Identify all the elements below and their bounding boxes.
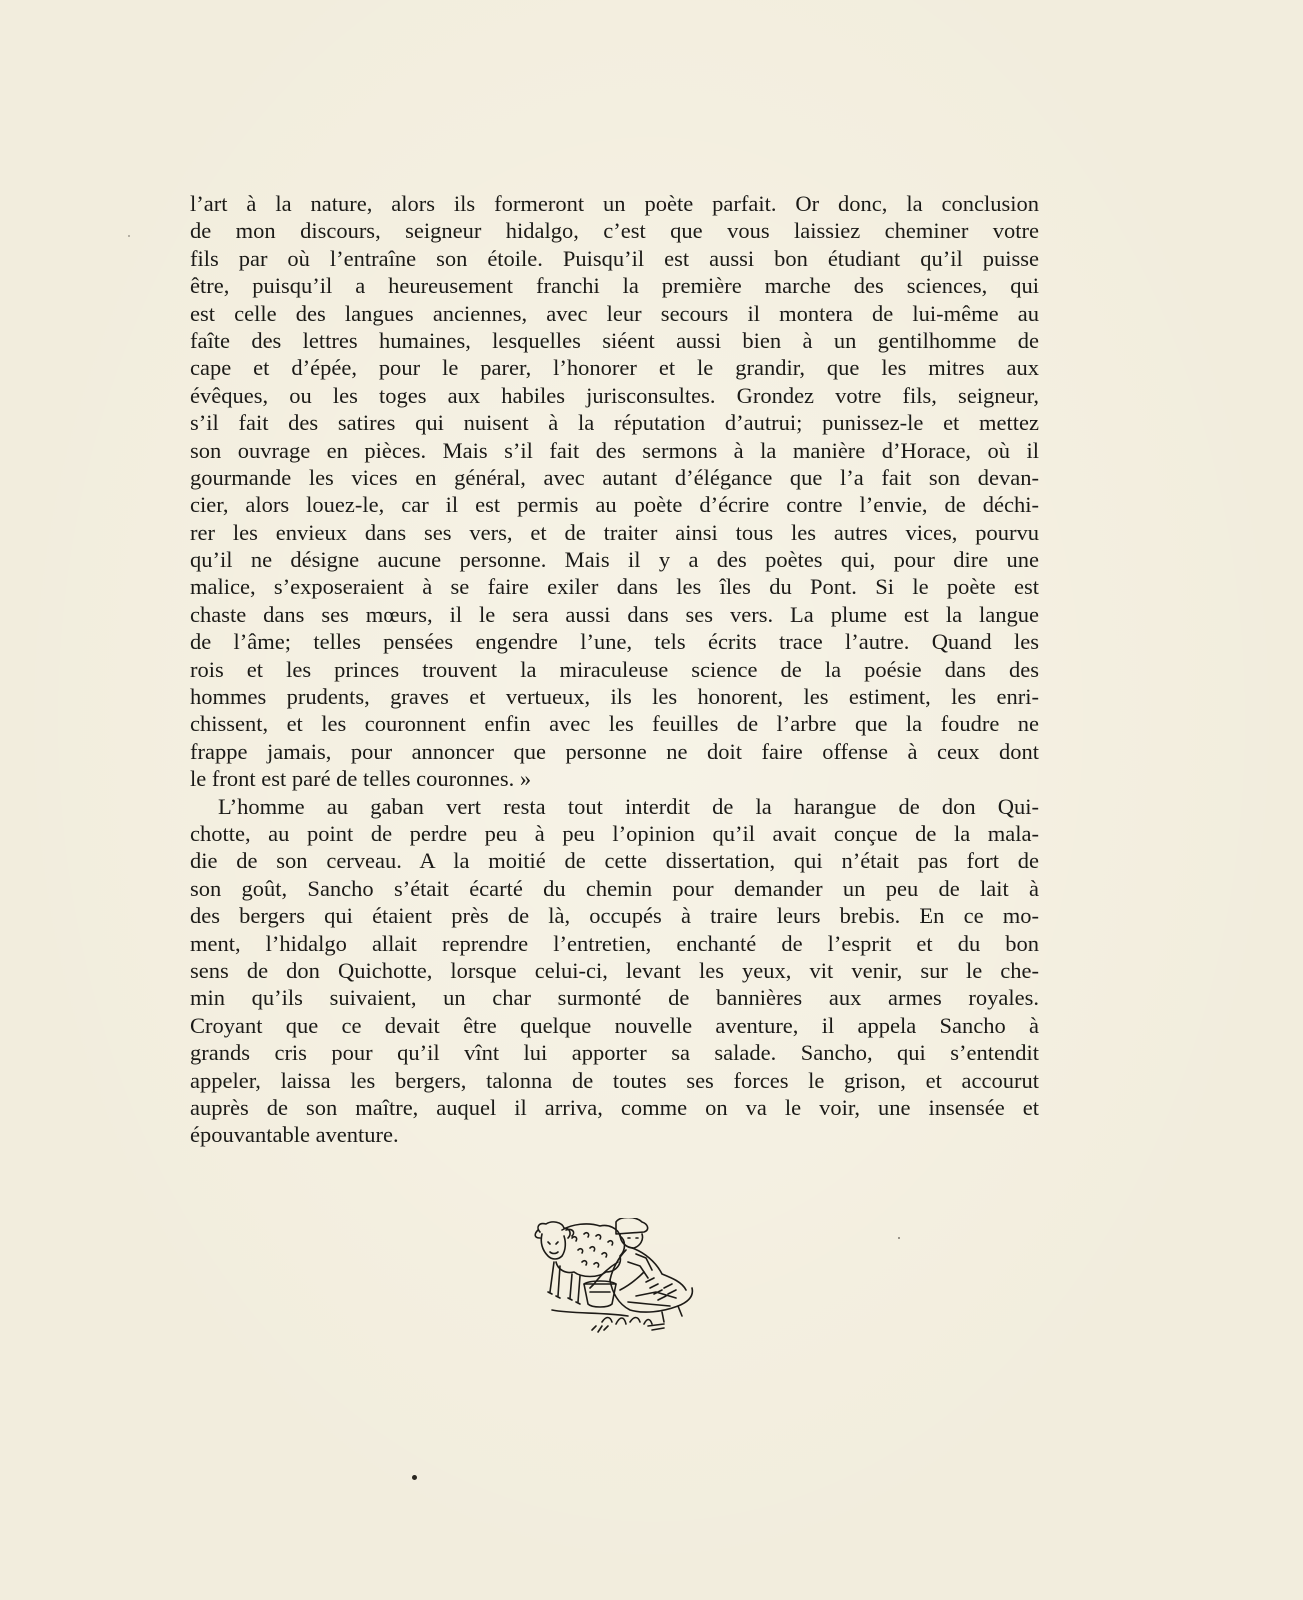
text-line: qu’il ne désigne aucune personne. Mais il y a des poètes qui, pour dire une <box>190 547 1039 573</box>
text-line: son ouvrage en pièces. Mais s’il fait des sermons à la manière d’Horace, où il <box>190 437 1039 463</box>
text-line: ment, l’hidalgo allait reprendre l’entretien, enchanté de l’esprit et du bon <box>190 930 1039 956</box>
text-line: cier, alors louez-le, car il est permis au poète d’écrire contre l’envie, de déchi- <box>190 492 1039 518</box>
text-line: des bergers qui étaient près de là, occupés à traire leurs brebis. En ce mo- <box>190 903 1039 929</box>
text-line: évêques, ou les toges aux habiles jurisconsultes. Grondez votre fils, seigneur, <box>190 382 1039 408</box>
text-line: die de son cerveau. A la moitié de cette dissertation, qui n’était pas fort de <box>190 848 1039 874</box>
text-line: min qu’ils suivaient, un char surmonté de bannières aux armes royales. <box>190 985 1039 1011</box>
text-line: hommes prudents, graves et vertueux, ils les honorent, les estiment, les enri- <box>190 684 1039 710</box>
text-line: faîte des lettres humaines, lesquelles siéent aussi bien à un gentilhomme de <box>190 327 1039 353</box>
ink-speck <box>128 235 130 237</box>
text-line: le front est paré de telles couronnes. » <box>190 766 532 792</box>
text-line: épouvantable aventure. <box>190 1122 399 1148</box>
text-line: chaste dans ses mœurs, il le sera aussi dans ses vers. La plume est la langue <box>190 601 1039 627</box>
text-line: L’homme au gaban vert resta tout interdit de la harangue de don Qui- <box>218 793 1039 819</box>
ink-speck <box>898 1237 900 1239</box>
text-line: appeler, laissa les bergers, talonna de toutes ses forces le grison, et accourut <box>190 1067 1039 1093</box>
text-line: sens de don Quichotte, lorsque celui-ci, levant les yeux, vit venir, sur le che- <box>190 957 1039 983</box>
text-line: son goût, Sancho s’était écarté du chemin pour demander un peu de lait à <box>190 875 1039 901</box>
text-line: gourmande les vices en général, avec autant d’élégance que l’a fait son devan- <box>190 464 1039 490</box>
text-line: chissent, et les couronnent enfin avec les feuilles de l’arbre que la foudre ne <box>190 711 1039 737</box>
text-line: de l’âme; telles pensées engendre l’une, tels écrits trace l’autre. Quand les <box>190 629 1039 655</box>
ink-speck <box>412 1475 417 1480</box>
text-line: frappe jamais, pour annoncer que personne ne doit faire offense à ceux dont <box>190 738 1039 764</box>
text-line: fils par où l’entraîne son étoile. Puisqu’il est aussi bon étudiant qu’il puisse <box>190 245 1039 271</box>
text-line: rois et les princes trouvent la miraculeuse science de la poésie dans des <box>190 656 1039 682</box>
text-line: de mon discours, seigneur hidalgo, c’est que vous laissiez cheminer votre <box>190 218 1039 244</box>
body-text <box>190 190 1039 1149</box>
text-line: est celle des langues anciennes, avec leur secours il montera de lui-même au <box>190 300 1039 326</box>
text-line: grands cris pour qu’il vînt lui apporter sa salade. Sancho, qui s’entendit <box>190 1040 1039 1066</box>
text-line: Croyant que ce devait être quelque nouvelle aventure, il appela Sancho à <box>190 1012 1039 1038</box>
text-line: auprès de son maître, auquel il arriva, comme on va le voir, une insensée et <box>190 1094 1039 1120</box>
text-line: s’il fait des satires qui nuisent à la réputation d’autrui; punissez-le et mettez <box>190 410 1039 436</box>
shepherd-milking-sheep-illustration <box>532 1218 704 1338</box>
text-line: rer les envieux dans ses vers, et de traiter ainsi tous les autres vices, pourvu <box>190 519 1039 545</box>
text-line: l’art à la nature, alors ils formeront un poète parfait. Or donc, la conclusion <box>190 191 1039 216</box>
text-line: malice, s’exposeraient à se faire exiler dans les îles du Pont. Si le poète est <box>190 574 1039 600</box>
text-line: chotte, au point de perdre peu à peu l’opinion qu’il avait conçue de la mala- <box>190 820 1039 846</box>
text-line: être, puisqu’il a heureusement franchi la première marche des sciences, qui <box>190 273 1039 299</box>
text-line: cape et d’épée, pour le parer, l’honorer et le grandir, que les mitres aux <box>190 355 1039 381</box>
